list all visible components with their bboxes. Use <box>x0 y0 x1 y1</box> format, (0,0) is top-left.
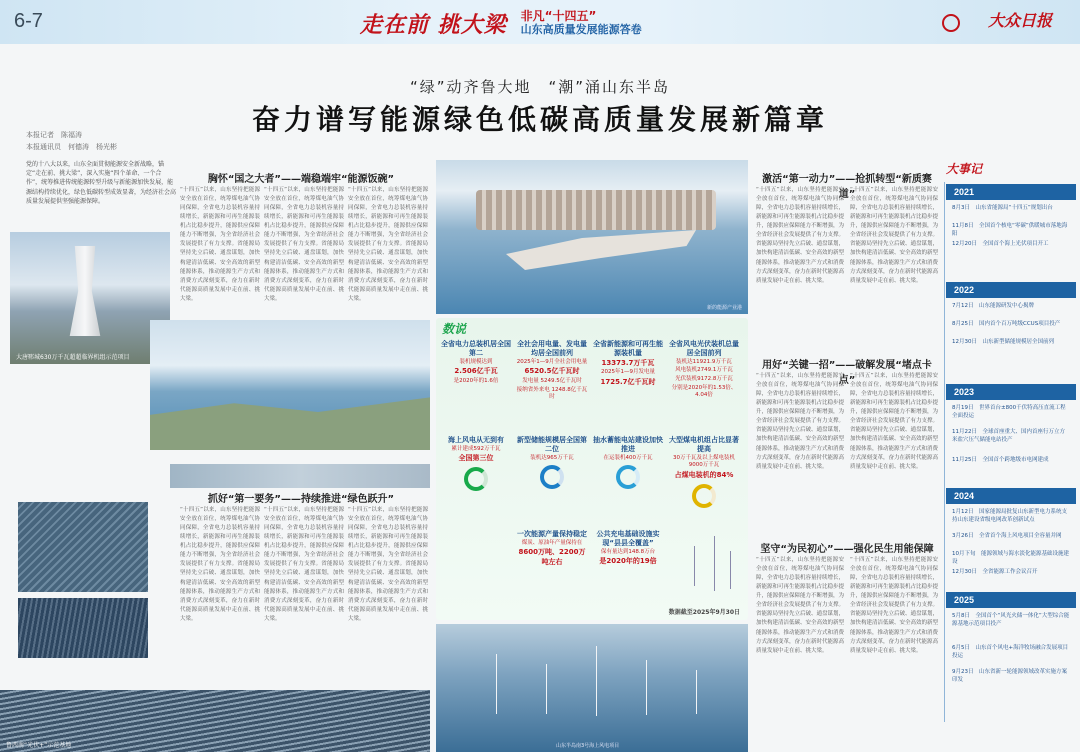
timeline-event: 7月12日 山东能源研发中心揭牌 <box>952 303 1034 309</box>
photo-solar-field <box>0 690 430 752</box>
data-card <box>668 340 740 400</box>
cooling-tower-icon <box>68 246 102 336</box>
card-line: 装机规模达到 <box>459 358 493 365</box>
photo-caption: 鲁西南“光伏+”示范基地 <box>6 742 72 749</box>
card-line: 分别是2020年的1.53倍、4.04倍 <box>671 384 737 399</box>
card-head: 全社会用电量、发电量均居全国前列 <box>517 340 587 357</box>
photo-caption: 山东半岛南3号海上风电项目 <box>556 743 620 749</box>
timeline-event: 12月30日 山东新型储能规模居全国前列 <box>952 339 1054 345</box>
article-text: “十四五”以来，山东坚持把能源安全放在首位，统筹煤电油气协同保障，全省电力总装机容量持续增长，新能源和可再生能源装机占比稳步提升，能源供应保障能力不断增强，为全省经济社会发展提供了有力支撑。省能源局坚持先立后破、通盘谋划，加快构建清洁低碳、安全高效的新型能源体系，推动能源生产方式和消费方式深刻变革，奋力在新时代能源高质量发展中走在前、挑大梁。 <box>348 187 428 302</box>
photo-coast <box>150 320 430 450</box>
data-card <box>440 340 512 386</box>
timeline-event: 5月8日 全国首个“风光火储一体化”大型综合能源基地示范项目投产 <box>952 613 1070 628</box>
article-text: “十四五”以来，山东坚持把能源安全放在首位，统筹煤电油气协同保障，全省电力总装机容量持续增长，新能源和可再生能源装机占比稳步提升，能源供应保障能力不断增强，为全省经济社会发展提供了有力支撑。省能源局坚持先立后破、通盘谋划，加快构建清洁低碳、安全高效的新型能源体系，推动能源生产方式和消费方式深刻变革，奋力在新时代能源高质量发展中走在前、挑大梁。 <box>850 557 938 654</box>
byline <box>26 130 176 154</box>
pie-chart-icon <box>692 484 716 508</box>
card-line: 8600万吨、2200万吨左右 <box>518 548 586 567</box>
timeline-year: 2024 <box>946 488 1076 504</box>
photo-solar <box>18 502 148 592</box>
article-text: “十四五”以来，山东坚持把能源安全放在首位，统筹煤电油气协同保障，全省电力总装机容量持续增长，新能源和可再生能源装机占比稳步提升，能源供应保障能力不断增强，为全省经济社会发展提供了有力支撑。省能源局坚持先立后破、通盘谋划，加快构建清洁低碳、安全高效的新型能源体系，推动能源生产方式和消费方式深刻变革，奋力在新时代能源高质量发展中走在前、挑大梁。 <box>264 187 344 302</box>
data-card <box>592 530 664 567</box>
timeline-event: 11月22日 全球首座重大、国内首座行万立方米盐穴压气储能电站投产 <box>952 429 1065 444</box>
headline: 奋力谱写能源绿色低碳高质量发展新篇章 <box>251 103 828 136</box>
data-card <box>668 436 740 508</box>
article-text: “十四五”以来，山东坚持把能源安全放在首位，统筹煤电油气协同保障，全省电力总装机容量持续增长，新能源和可再生能源装机占比稳步提升，能源供应保障能力不断增强，为全省经济社会发展提供了有力支撑。省能源局坚持先立后破、通盘谋划，加快构建清洁低碳、安全高效的新型能源体系，推动能源生产方式和消费方式深刻变革，奋力在新时代能源高质量发展中走在前、挑大梁。 <box>180 187 260 302</box>
article-text: “十四五”以来，山东坚持把能源安全放在首位，统筹煤电油气协同保障，全省电力总装机容量持续增长，新能源和可再生能源装机占比稳步提升，能源供应保障能力不断增强，为全省经济社会发展提供了有力支撑。省能源局坚持先立后破、通盘谋划，加快构建清洁低碳、安全高效的新型能源体系，推动能源生产方式和消费方式深刻变革，奋力在新时代能源高质量发展中走在前、挑大梁。 <box>756 373 844 470</box>
card-line: 占煤电装机的84% <box>674 470 734 479</box>
banner-slogan: 走在前 挑大梁 <box>360 12 507 38</box>
data-card <box>592 340 664 388</box>
byline-reporter: 本报记者 陈福涛 <box>26 131 82 139</box>
photo-solar <box>18 598 148 658</box>
card-head: 大型煤电机组占比显著提高 <box>669 436 739 453</box>
turbine-mast <box>730 551 731 589</box>
card-line: 2025年1—9月全社会用电量 <box>516 358 588 365</box>
wind-turbine-icon <box>680 526 740 596</box>
card-line: 装机达11921.9万千瓦 <box>676 358 732 365</box>
card-line: 光伏装机9172.8万千瓦 <box>675 375 733 382</box>
battery-icon <box>540 465 564 489</box>
banner-subtitles <box>521 10 642 36</box>
card-head: 一次能源产量保持稳定 <box>517 530 587 538</box>
timeline-year: 2022 <box>946 282 1076 298</box>
turbine-mast <box>694 546 695 586</box>
masthead: 大众日报 <box>987 11 1052 30</box>
article-text: “十四五”以来，山东坚持把能源安全放在首位，统筹煤电油气协同保障，全省电力总装机容量持续增长，新能源和可再生能源装机占比稳步提升，能源供应保障能力不断增强，为全省经济社会发展提供了有力支撑。省能源局坚持先立后破、通盘谋划，加快构建清洁低碳、安全高效的新型能源体系，推动能源生产方式和消费方式深刻变革，奋力在新时代能源高质量发展中走在前、挑大梁。 <box>850 373 938 470</box>
banner-sub1: 非凡“十四五” <box>520 9 597 24</box>
card-line: 2.506亿千瓦 <box>454 367 498 376</box>
section-title: 胸怀“国之大者”——端稳端牢“能源饭碗” <box>207 174 395 185</box>
card-line: 1725.7亿千瓦时 <box>600 377 656 386</box>
card-line: 30万千瓦及以上煤电装机9000万千瓦 <box>673 454 735 469</box>
data-card <box>592 436 664 489</box>
turbine-mast <box>596 646 597 716</box>
photo-caption: 大唐郓城630万千瓦超超临界机组示范项目 <box>16 354 130 361</box>
page-number: 6-7 <box>14 10 43 32</box>
photo-caption: 新的能源产业港 <box>706 305 742 311</box>
card-head: 公共充电基础设施实现“县县全覆盖” <box>596 530 660 547</box>
timeline-event: 11月8日 全国首个核电“零碳”供暖城市落地海阳 <box>952 223 1068 238</box>
card-line: 是2020年的19倍 <box>599 557 657 566</box>
section-title: 坚守“为民初心”——强化民生用能保障 <box>760 544 934 555</box>
banner-sub2: 山东高质量发展能源答卷 <box>520 23 642 37</box>
card-line: 6520.5亿千瓦时 <box>524 367 580 376</box>
turbine-mast <box>646 660 647 715</box>
kicker: “绿”动齐鲁大地 “潮”涌山东半岛 <box>409 78 671 96</box>
card-line: 保有量达到148.8万台 <box>600 548 656 555</box>
data-panel-title: 数说 <box>442 322 467 336</box>
data-panel <box>436 318 748 620</box>
timeline-year: 2023 <box>946 384 1076 400</box>
photo-offshore-wind <box>436 624 748 752</box>
header-band <box>0 0 1080 44</box>
turbine-mast <box>696 670 697 714</box>
byline-correspondent: 本报通讯员 何德涛 杨光彬 <box>26 142 117 151</box>
card-line: 在运装机400万千瓦 <box>603 454 653 461</box>
turbine-mast <box>714 536 715 591</box>
timeline-event: 8月3日 山东省能源局“十四五”规划出台 <box>952 205 1053 211</box>
timeline-event: 3月26日 全省首个海上风电项目全容量并网 <box>952 533 1062 539</box>
data-card <box>516 436 588 489</box>
timeline-event: 8月19日 世界首台±800千伏特高压直流工程全面投运 <box>952 405 1066 420</box>
timeline-event: 8月25日 国内首个百万吨级CCUS项目投产 <box>952 321 1061 327</box>
photo-strip <box>170 464 430 488</box>
timeline-event: 12月30日 全省能源工作会议召开 <box>952 569 1038 575</box>
timeline-year: 2025 <box>946 592 1076 608</box>
card-line: 2025年1—9月发电量 <box>601 369 655 376</box>
card-line: 发电量 5249.5亿千瓦时 <box>522 377 582 384</box>
data-card <box>516 340 588 402</box>
intro-text: 党的十八大以来，山东全面贯彻能源安全新战略，锚定“走在前、挑大梁”，深入实施“四个革命、一个合作”，统筹推进传统能源转型升级与新能源加快发展，能源结构持续优化，绿色低碳转型成效显著，为经济社会高质量发展提供坚强能源保障。 <box>26 160 177 205</box>
ring-chart-icon <box>464 467 488 491</box>
card-line: 接纳省外来电 1248.8亿千瓦时 <box>516 386 588 401</box>
card-line: 风电装机2749.1万千瓦 <box>675 367 733 374</box>
photo-coast-land <box>150 392 430 451</box>
photo-port <box>436 160 748 314</box>
timeline-title: 大事记 <box>946 162 983 176</box>
section-title: 用好“关键一招”——破解发展“堵点卡点” <box>762 360 932 386</box>
article-text: “十四五”以来，山东坚持把能源安全放在首位，统筹煤电油气协同保障，全省电力总装机容量持续增长，新能源和可再生能源装机占比稳步提升，能源供应保障能力不断增强，为全省经济社会发展提供了有力支撑。省能源局坚持先立后破、通盘谋划，加快构建清洁低碳、安全高效的新型能源体系，推动能源生产方式和消费方式深刻变革，奋力在新时代能源高质量发展中走在前、挑大梁。 <box>348 507 428 622</box>
article-text: “十四五”以来，山东坚持把能源安全放在首位，统筹煤电油气协同保障，全省电力总装机容量持续增长，新能源和可再生能源装机占比稳步提升，能源供应保障能力不断增强，为全省经济社会发展提供了有力支撑。省能源局坚持先立后破、通盘谋划，加快构建清洁低碳、安全高效的新型能源体系，推动能源生产方式和消费方式深刻变革，奋力在新时代能源高质量发展中走在前、挑大梁。 <box>264 507 344 622</box>
card-line: 累计建成592万千瓦 <box>451 445 501 452</box>
card-head: 抽水蓄能电站建设加快推进 <box>593 436 663 453</box>
data-card <box>440 436 512 491</box>
timeline-event: 1月12日 国家能源局批复山东新型电力系统支持山东建设省级电网改革创新试点 <box>952 509 1067 524</box>
timeline-year: 2021 <box>946 184 1076 200</box>
timeline-event: 6月5日 山东首个风电+海洋牧场融合发展项目投运 <box>952 645 1069 660</box>
timeline-event: 9月23日 山东省新一轮能源领域改革实施方案印发 <box>952 669 1067 684</box>
photo-port-city <box>476 190 716 230</box>
card-head: 新型储能规模居全国第二位 <box>517 436 587 453</box>
card-line: 13373.7万千瓦 <box>601 358 655 367</box>
article-text: “十四五”以来，山东坚持把能源安全放在首位，统筹煤电油气协同保障，全省电力总装机容量持续增长，新能源和可再生能源装机占比稳步提升，能源供应保障能力不断增强，为全省经济社会发展提供了有力支撑。省能源局坚持先立后破、通盘谋划，加快构建清洁低碳、安全高效的新型能源体系，推动能源生产方式和消费方式深刻变革，奋力在新时代能源高质量发展中走在前、挑大梁。 <box>850 187 938 284</box>
data-card <box>516 530 588 568</box>
card-head: 全省新能源和可再生能源装机量 <box>593 340 663 357</box>
timeline-event: 11月25日 全国首个跨地级市电网建成 <box>952 457 1049 463</box>
masthead-logo-icon <box>942 14 960 32</box>
card-line: 装机达965万千瓦 <box>530 454 574 461</box>
card-line: 是2020年的1.6倍 <box>453 377 499 384</box>
section-title: 抓好“第一要务”——持续推进“绿色跃升” <box>207 494 395 505</box>
card-line: 全国第三位 <box>458 454 494 463</box>
data-footnote: 数据截至2025年9月30日 <box>668 609 740 616</box>
turbine-mast <box>496 654 497 714</box>
article-text: “十四五”以来，山东坚持把能源安全放在首位，统筹煤电油气协同保障，全省电力总装机容量持续增长，新能源和可再生能源装机占比稳步提升，能源供应保障能力不断增强，为全省经济社会发展提供了有力支撑。省能源局坚持先立后破、通盘谋划，加快构建清洁低碳、安全高效的新型能源体系，推动能源生产方式和消费方式深刻变革，奋力在新时代能源高质量发展中走在前、挑大梁。 <box>756 187 844 284</box>
card-head: 全省风电光伏装机总量居全国前列 <box>669 340 739 357</box>
left-intro <box>26 130 176 206</box>
water-icon <box>616 465 640 489</box>
timeline-event: 10月下旬 能源领域与海水淡化能源基础设施建设 <box>952 551 1070 566</box>
section-title: 激活“第一动力”——抢抓转型“新质赛道” <box>762 174 932 200</box>
photo-port-pier <box>506 230 696 270</box>
banner <box>360 8 642 39</box>
timeline-event: 12月20日 全国首个海上光伏项目开工 <box>952 241 1049 247</box>
photo-power-plant <box>10 232 170 364</box>
card-line: 煤炭、原油年产量保持在 <box>521 539 583 546</box>
article-text: “十四五”以来，山东坚持把能源安全放在首位，统筹煤电油气协同保障，全省电力总装机容量持续增长，新能源和可再生能源装机占比稳步提升，能源供应保障能力不断增强，为全省经济社会发展提供了有力支撑。省能源局坚持先立后破、通盘谋划，加快构建清洁低碳、安全高效的新型能源体系，推动能源生产方式和消费方式深刻变革，奋力在新时代能源高质量发展中走在前、挑大梁。 <box>756 557 844 654</box>
article-text: “十四五”以来，山东坚持把能源安全放在首位，统筹煤电油气协同保障，全省电力总装机容量持续增长，新能源和可再生能源装机占比稳步提升，能源供应保障能力不断增强，为全省经济社会发展提供了有力支撑。省能源局坚持先立后破、通盘谋划，加快构建清洁低碳、安全高效的新型能源体系，推动能源生产方式和消费方式深刻变革，奋力在新时代能源高质量发展中走在前、挑大梁。 <box>180 507 260 622</box>
turbine-mast <box>546 664 547 714</box>
card-head: 海上风电从无到有 <box>448 436 504 444</box>
card-head: 全省电力总装机居全国第二 <box>441 340 511 357</box>
timeline-line <box>944 182 945 722</box>
